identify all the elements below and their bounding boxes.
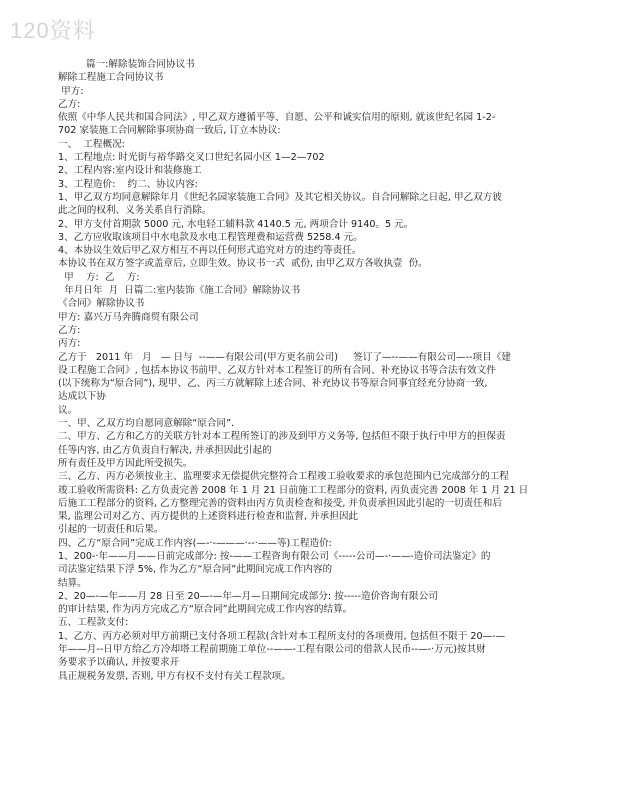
text-line: 1、乙方、丙方必须对甲方前期已支付各项工程款(含针对本工程所支付的各项费用, 包括但不限于 20—-— bbox=[58, 630, 506, 642]
text-line: 务要求予以确认, 并按要求开 bbox=[58, 657, 180, 669]
text-line: 五、工程款支付: bbox=[58, 617, 129, 629]
text-line: 依照《中华人民共和国合同法》, 甲乙双方遵循平等、自愿、公平和诚实信用的原则, 就该世纪名园 1-2- bbox=[58, 112, 496, 124]
text-line: 司法鉴定结果下浮 5%, 作为乙方“原合同”此期间完成工作内容的 bbox=[58, 564, 333, 576]
text-line: 任等内容, 由乙方负责自行解决, 并承担因此引起的 bbox=[58, 444, 272, 456]
text-line: 乙方: bbox=[58, 324, 81, 336]
document-body bbox=[58, 58, 566, 683]
text-line: 乙方于 2011 年 月 — 日与 --——有限公司(甲方更名前公司) 签订了—--——有限公司—--项目《建 bbox=[58, 351, 511, 363]
text-line: 甲方: 嘉兴万马奔腾商贸有限公司 bbox=[58, 311, 199, 323]
text-line: 议。 bbox=[58, 404, 78, 416]
text-line: 后施工工程部分的资料, 乙方整理完善的资料由丙方负责检查和接受, 并负责承担因此引起的一切责任和后 bbox=[58, 497, 502, 509]
text-line: 引起的一切责任和后果。 bbox=[58, 524, 164, 536]
text-line: 一、甲、乙双方均自愿同意解除“原合同”. bbox=[58, 418, 235, 430]
text-line: 此之间的权利、义务关系自行消除。 bbox=[58, 205, 212, 217]
text-line: 乙方: bbox=[58, 98, 81, 110]
text-line: 本协议书在双方签字或盖章后, 立即生效。协议书一式 贰份, 由甲乙双方各收执壹 份。 bbox=[58, 258, 428, 270]
text-line: 年月日年 月 日篇二:室内装饰《施工合同》解除协议书 bbox=[58, 285, 301, 297]
text-line: 2、20—-—年——月 28 日至 20—-—年—月—日期间完成部分: 按-----造价咨询有限公司 bbox=[58, 590, 438, 602]
text-line: 二、甲方、乙方和乙方的关联方针对本工程所签订的涉及到甲方义务等, 包括但不限于执行中甲方的担保责 bbox=[58, 431, 506, 443]
text-line: 702 家装施工合同解除事项协商一致后, 订立本协议: bbox=[58, 125, 281, 137]
text-line: 四、乙方“原合同”完成工作内容(—-·-———·--·——等)工程造价: bbox=[58, 537, 332, 549]
text-line: 所有责任及甲方因此所受损失。 bbox=[58, 457, 193, 469]
text-line: 结算。 bbox=[58, 577, 87, 589]
text-line: 2、甲方支付首期款 5000 元, 水电轻工辅料款 4140.5 元, 两项合计 9140。5 元。 bbox=[58, 218, 414, 230]
text-line: 1、甲乙双方均同意解除年月《世纪名园家装施工合同》及其它相关协议。自合同解除之日起, 甲乙双方彼 bbox=[58, 191, 502, 203]
text-line: 4、本协议生效后甲乙双方相互不再以任何形式追究对方的违约等责任。 bbox=[58, 245, 362, 257]
text-line: 丙方: bbox=[58, 338, 81, 350]
watermark: 120资料 bbox=[10, 18, 96, 43]
text-line: 《合同》解除协议书 bbox=[58, 298, 145, 310]
text-line: (以下统称为“原合同”), 现甲、乙、丙三方就解除上述合同、补充协议书等原合同事宜经充分协商一致, bbox=[58, 378, 488, 390]
text-line: 2、工程内容:室内设计和装修施工 bbox=[58, 165, 202, 177]
document-title: 篇一:解除装饰合同协议书 bbox=[86, 59, 195, 70]
text-line: 1、工程地点: 时光街与裕华路交叉口世纪名园小区 1—2—702 bbox=[58, 152, 325, 164]
text-line: 3、工程造价: 约二、协议内容: bbox=[58, 178, 198, 190]
text-line: 竣工验收所需资料: 乙方负责完善 2008 年 1 月 21 日前施工工程部分的资料, 丙负责完善 2008 年 1 月 21 日 bbox=[58, 484, 529, 496]
text-line: 设工程施工合同》, 包括本协议书前甲、乙双方针对本工程签订的所有合同、补充协议书等合法有效文件 bbox=[58, 364, 496, 376]
text-line: 三、乙方、丙方必须按业主、监理要求无偿提供完整符合工程竣工验收要求的承包范围内已完成部分的工程 bbox=[58, 471, 509, 483]
text-line: 1、200-·年——月——日前完成部分: 按-——工程咨询有限公司《-----公司—-·——-造价司法鉴定》的 bbox=[58, 550, 491, 562]
text-line: 甲 方: 乙 方: bbox=[58, 271, 140, 283]
text-line: 具正规税务发票, 否则, 甲方有权不支付有关工程款项。 bbox=[58, 670, 291, 682]
text-line: 果, 监理公司对乙方、丙方提供的上述资料进行检查和监督, 并承担因此 bbox=[58, 511, 359, 523]
text-line: 3、乙方应收取该项目中水电款及水电工程管理费和运营费 5258.4 元。 bbox=[58, 231, 363, 243]
text-line: 解除工程施工合同协议书 bbox=[58, 72, 164, 84]
text-line: 达成以下协 bbox=[58, 391, 106, 403]
text-line: 甲方: bbox=[58, 85, 84, 97]
text-line: 年——月--日甲方给乙方冷却塔工程前期施工单位--——-工程有限公司的借款人民币--—-·万元)按其财 bbox=[58, 644, 486, 656]
text-line: 一、 工程概况: bbox=[58, 138, 125, 150]
text-line: 的审计结果, 作为丙方完成乙方“原合同”此期间完成工作内容的结算。 bbox=[58, 604, 353, 616]
